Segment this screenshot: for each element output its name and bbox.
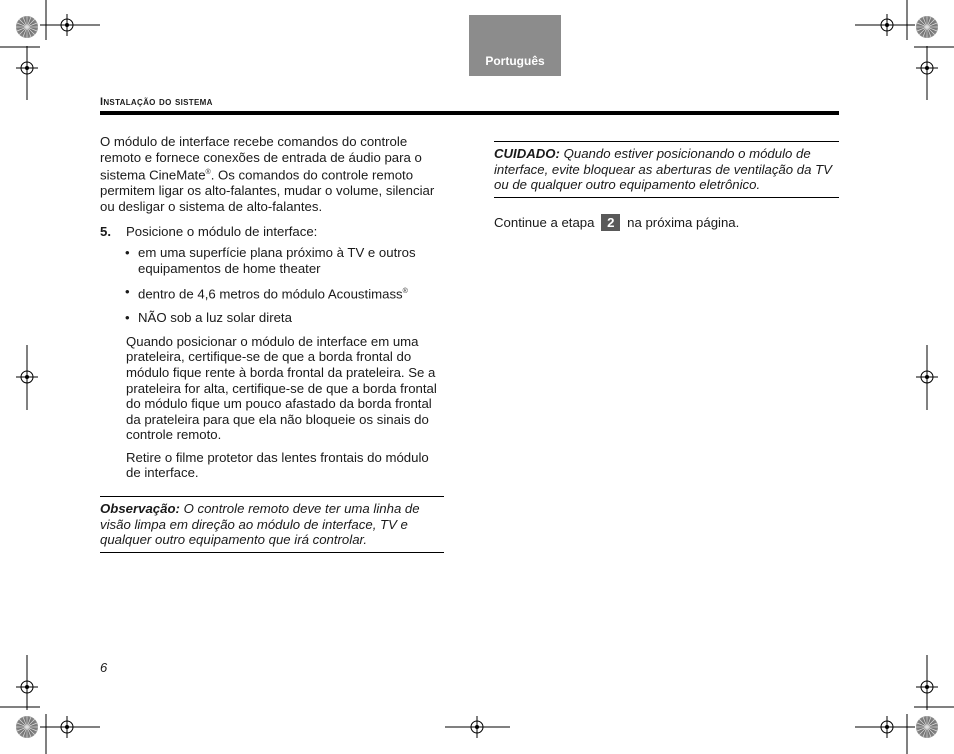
step-number: 5. bbox=[100, 224, 111, 240]
right-column bbox=[494, 141, 839, 231]
registered-mark: ® bbox=[205, 169, 211, 177]
list-item bbox=[125, 310, 444, 326]
step-link-button[interactable]: 2 bbox=[601, 214, 620, 232]
note-text: O controle remoto deve ter uma linha de visão limpa em direção ao módulo de interface, TV e qualquer outro equipamento que irá controlar. bbox=[100, 501, 420, 548]
step-5 bbox=[100, 224, 444, 240]
left-column bbox=[100, 134, 444, 553]
page-number: 6 bbox=[100, 660, 108, 675]
continue-text-before: Continue a etapa bbox=[494, 214, 595, 230]
step-text: Posicione o módulo de interface: bbox=[126, 224, 318, 240]
placement-list bbox=[125, 245, 444, 326]
film-paragraph: Retire o filme protetor das lentes frontais do módulo de interface. bbox=[126, 449, 429, 481]
note-label: Observação: bbox=[100, 501, 180, 517]
intro-text-2: . Os comandos do controle remoto permitem ligar os alto-falantes, mudar o volume, silenciar ou desligar o sistema de alto-falantes. bbox=[100, 167, 435, 214]
intro-text-1: O módulo de interface recebe comandos do controle remoto e fornece conexões de entrada de áudio para o sistema CineMate bbox=[100, 134, 422, 183]
caution-label: CUIDADO: bbox=[494, 146, 560, 161]
intro-paragraph bbox=[100, 134, 444, 214]
continue-text-after: na próxima página. bbox=[627, 214, 740, 230]
header-rule bbox=[100, 111, 839, 115]
registered-mark: ® bbox=[402, 288, 408, 296]
section-title: Instalação do sistema bbox=[100, 96, 213, 108]
bullet-icon: • bbox=[125, 284, 130, 300]
list-item-text: NÃO sob a luz solar direta bbox=[138, 310, 292, 326]
caution-box bbox=[494, 141, 839, 198]
continue-line bbox=[494, 214, 839, 232]
list-item bbox=[125, 245, 444, 276]
shelf-paragraph: Quando posicionar o módulo de interface em uma prateleira, certifique-se de que a borda frontal do módulo fique rente à borda frontal da prateleira. Se a prateleira for alta, certifique-se de que a borda frontal do módulo fique um pouco afastado da borda frontal da prateleira para que ela não bloqueie os sinais do controle remoto. bbox=[126, 333, 437, 443]
language-tab-label: Português bbox=[485, 54, 545, 68]
note-box bbox=[100, 496, 444, 553]
list-item bbox=[125, 284, 444, 302]
list-item-text: dentro de 4,6 metros do módulo Acoustimass bbox=[138, 286, 403, 302]
caution-text: Quando estiver posicionando o módulo de interface, evite bloquear as aberturas de ventilação da TV ou de qualquer outro equipamento eletrônico. bbox=[494, 146, 832, 193]
language-tab[interactable] bbox=[469, 15, 561, 76]
list-item-text: em uma superfície plana próximo à TV e outros equipamentos de home theater bbox=[138, 244, 416, 276]
bullet-icon: • bbox=[125, 244, 130, 260]
bullet-icon: • bbox=[125, 310, 130, 326]
